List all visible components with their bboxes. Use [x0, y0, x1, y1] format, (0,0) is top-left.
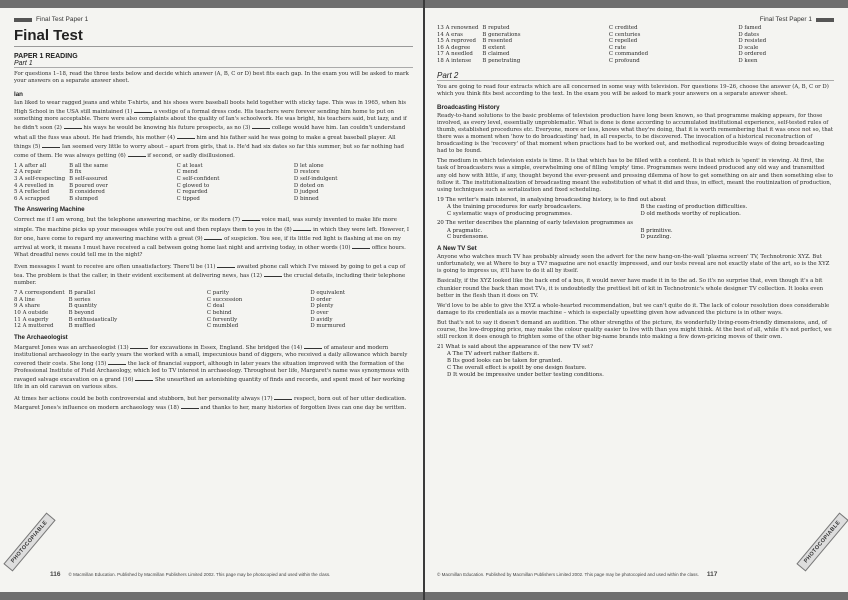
- gap-blank: [135, 375, 153, 381]
- gap-blank: [130, 343, 148, 349]
- option-c: C at least: [176, 162, 203, 169]
- answer-option: A pragmatic.: [447, 227, 483, 234]
- text-run: voice mail, was surely invented to make life more simple. The machine picks up your messages while you're out and then replays them to you in the (8): [14, 217, 397, 233]
- option-b: B poured over: [69, 182, 108, 189]
- gap-blank: [252, 123, 270, 129]
- option-d: D let alone: [293, 162, 324, 169]
- option-b: B muffled: [68, 323, 96, 330]
- instructions: For questions 1–18, read the three texts below and decide which answer (A, B, C or D) best fits each gap. In the exam you will be asked to mark your answers on a separate answer sheet.: [14, 71, 409, 85]
- gap-blank: [304, 343, 322, 349]
- answer-option: B the casting of production difficulties.: [640, 203, 748, 210]
- answering-machine-paragraph-1: [14, 215, 413, 258]
- option-row: [14, 303, 413, 310]
- text-run: awaited phone call which I've missed by going to get a cup of tea. The problem is that the caller, in their evident excitement at delivering news, has (12): [14, 263, 406, 279]
- option-a: 2 A repair: [14, 169, 42, 176]
- running-head-text: Final Test Paper 1: [36, 16, 89, 23]
- gap-blank: [264, 271, 282, 277]
- option-d: D dates: [738, 31, 760, 38]
- gap-blank: [274, 394, 292, 400]
- running-head-bar: [14, 18, 32, 22]
- text-run: Ian seemed very little to worry about – apart from girls, that is. He'd had six dates so far this summer, but so far nothing had come of them. He was always getting (6): [14, 143, 404, 159]
- option-b: B resented: [482, 38, 513, 45]
- gap-blank: [204, 234, 222, 240]
- option-a: 8 A line: [14, 296, 35, 303]
- option-c: C regarded: [176, 189, 208, 196]
- option-row: [14, 310, 413, 317]
- text-run: Even messages I want to receive are often unsatisfactory. There'll be (11): [14, 263, 216, 270]
- option-a: 15 A reproved: [437, 38, 476, 45]
- options-table-2: [14, 290, 413, 330]
- text-run: Correct me if I am wrong, but the telephone answering machine, or its modern (7): [14, 217, 241, 224]
- option-b: B all the same: [69, 162, 108, 169]
- running-head: [437, 16, 834, 23]
- option-d: D ordered: [738, 51, 767, 58]
- section-title-broadcasting-history: Broadcasting History: [437, 103, 500, 111]
- footer-copyright: © Macmillan Education. Published by Macmillan Publishers Limited 2002. This page may be photocopied and used within the class.: [68, 572, 331, 577]
- option-d: D binned: [293, 195, 319, 202]
- option-row: [14, 183, 413, 190]
- gap-blank: [64, 123, 82, 129]
- gap-blank: [134, 107, 152, 113]
- tv-paragraph-2: Basically, if the XYZ looked like the back end of a bus, it would never have made it in to the ad. So it's no surprise that, even though it's a bit chunkier round the back than most TVs, it is undoubtedly the prettiest bit of kit in Technotronic's whole designer TV collection. It looks even better in the flesh than it does on TV.: [437, 278, 824, 299]
- option-c: C glowed to: [176, 182, 210, 189]
- option-a: 18 A intense: [437, 57, 472, 64]
- option-c: C succession: [206, 296, 243, 303]
- question-19: 19 The writer's main interest, in analysing broadcasting history, is to find out about: [437, 196, 666, 203]
- option-b: B self-assured: [69, 176, 108, 183]
- option-b: B series: [68, 296, 91, 303]
- page-number: 117: [706, 571, 718, 578]
- option-row: [14, 323, 413, 330]
- option-d: D plenty: [310, 303, 334, 310]
- option-a: 4 A revelled in: [14, 182, 54, 189]
- option-b: B quantity: [68, 303, 97, 310]
- option-d: D over: [310, 309, 329, 316]
- footer-copyright: © Macmillan Education. Published by Macmillan Publishers Limited 2002. This page may be photocopied and used within the class.: [437, 572, 699, 577]
- text-run: his ways he would be knowing his future prospects, as no (3): [83, 125, 251, 132]
- tv-paragraph-4: But that's not to say it doesn't demand an audition. The other strengths of the picture, its wonderfully living-room-friendly dimensions, and, of course, the low-dropping price, may make the colour quality easier to live with than you might think. At the best of all, while it's not perfect, we still reckon it does enough to frighten some of the other big-name brands into making a few down-pricing moves of their own.: [437, 319, 832, 341]
- option-a: 5 A reflected: [14, 189, 50, 196]
- option-a: 1 A after all: [14, 162, 47, 169]
- text-run: a vestige of a formal dress code. His teachers were forever sending him home to put on something more acceptable. There were also complaints about the quality of Ian's schoolwork. He was bright, his teachers said, but lazy, and if he didn't soon (2): [14, 109, 407, 132]
- option-c: C repelled: [608, 38, 638, 45]
- option-c: C parity: [206, 290, 229, 297]
- question-21: 21 What is said about the appearance of the new TV set?: [437, 344, 593, 351]
- option-row: [437, 38, 834, 45]
- question-19-options: [437, 204, 834, 218]
- option-b: B fix: [69, 169, 82, 176]
- option-c: C fervently: [206, 316, 238, 323]
- gap-blank: [217, 262, 235, 268]
- option-row: [14, 297, 413, 304]
- option-c: C deal: [206, 303, 225, 310]
- option-b: B generations: [482, 31, 521, 38]
- option-row: [437, 32, 834, 39]
- tv-paragraph-3: We'd love to be able to give the XYZ a whole-hearted recommendation, but we can't quite do it. The lack of colour resolution does considerable damage to its credentials as a movie machine – which is especially upsetting given how advanced the picture is in other ways.: [437, 302, 830, 316]
- option-a: 3 A self-respecting: [14, 176, 66, 183]
- gap-blank: [42, 142, 60, 148]
- option-a: 12 A muttered: [14, 323, 54, 330]
- page-footer: [50, 571, 330, 578]
- answer-option: B primitive.: [640, 227, 673, 234]
- running-head: [14, 16, 413, 23]
- options-table-1: [14, 163, 413, 203]
- gap-blank: [242, 215, 260, 221]
- option-c: C mend: [176, 169, 198, 176]
- option-row: [14, 163, 413, 170]
- page-title: Final Test: [14, 27, 413, 47]
- answer-option: D puzzling.: [640, 234, 672, 241]
- ian-paragraph: [14, 100, 413, 160]
- answering-machine-paragraph-2: [14, 262, 413, 287]
- part-heading: Part 2: [437, 71, 834, 81]
- option-d: D equivalent: [310, 290, 345, 297]
- text-run: At times her actions could be both controversial and stubborn, but her personality always (17): [14, 396, 273, 403]
- option-a: 9 A share: [14, 303, 40, 310]
- text-run: if second, or sadly disillusioned.: [147, 152, 235, 159]
- option-b: B penetrating: [482, 57, 521, 64]
- option-a: 10 A outside: [14, 309, 49, 316]
- option-row: [437, 25, 834, 32]
- running-head-bar: [816, 18, 834, 22]
- option-a: 16 A degree: [437, 44, 471, 51]
- option-a: 7 A correspondent: [14, 290, 65, 297]
- option-a: 11 A eagerly: [14, 316, 49, 323]
- option-b: B enthusiastically: [68, 316, 118, 323]
- option-d: D murmured: [310, 323, 346, 330]
- text-run: and thanks to her, many histories of forgotten lives can one day be written.: [200, 405, 407, 412]
- left-page: [0, 8, 423, 592]
- text-run: of suspicion. You see, if its little red light is flashing at me on my arrival at work, it means I must have received a call between going home last night and arriving today, in other words (10): [14, 235, 401, 251]
- option-c: C tipped: [176, 195, 200, 202]
- gap-blank: [177, 133, 195, 139]
- option-row: [14, 176, 413, 183]
- text-run: Margaret Jones was an archaeologist (13): [14, 344, 129, 351]
- option-row: [14, 169, 413, 176]
- text-run: for excavations in Essex, England. She bridged the (14): [150, 344, 303, 351]
- option-d: D resisted: [738, 38, 767, 45]
- text-run: him and his father said he was going to make a great baseball player. All things (5): [14, 134, 396, 150]
- question-20-options: [437, 228, 834, 242]
- options-table-3: [437, 25, 834, 65]
- answer-option: C burdensome.: [447, 234, 489, 241]
- gap-blank: [352, 243, 370, 249]
- question-20: 20 The writer describes the planning of early television programmes as: [437, 220, 633, 227]
- broadcasting-paragraph-2: The medium in which television exists is time. It is that which has to be filled with a content. It is that which is 'spent' in viewing. At first, the task of broadcasters was a simple, overwhelming one of filling 'empty' time. Programmes were indeed produced any old way and transmitted any old how with little, if any, thought beyond the ever-present and pressing dilemma of how to get something on air and then something else to follow it. The institutionalization of broadcasting meant the substitution of what it did and thus, in effect, meant the routinization of production, using techniques such as serialization and fixed scheduling.: [437, 158, 833, 193]
- option-d: D doted on: [293, 182, 324, 189]
- answer-option: C The overall effect is spoilt by one design feature.: [447, 364, 587, 371]
- text-run: She unearthed an astonishing quantity of finds and records, and spent most of her working life in an old caravan on various sites.: [14, 377, 405, 391]
- option-a: 17 A needled: [437, 51, 473, 58]
- text-run: Ian liked to wear ragged jeans and white T-shirts, and his shoes were baseball boots held together with sticky tape. This was in 1965, when his High School in the USA still maintained (1): [14, 100, 407, 116]
- tv-paragraph-1: Anyone who watches much TV has probably already seen the advert for the new hang-on-the-wall 'plasma screen' TV, Technotronic XYZ. But unfortunately, we at Where to buy a TV? magazine are not exactly impressed, and our tests reveal are not exactly state of the art, so is the XYZ is going to impress us, it'll have to do it all by itself.: [437, 254, 830, 275]
- question-21-options: [437, 351, 834, 378]
- text-run: in which they were left. However, I for one, have come to regard my answering machine with a great (9): [14, 226, 409, 242]
- option-c: C behind: [206, 309, 232, 316]
- answer-option: B Its good looks can be taken for granted.: [447, 358, 563, 365]
- gap-blank: [181, 403, 199, 409]
- text-run: respect, born out of her utter dedication. Margaret Jones's influence on modern archaeology was (18): [14, 396, 407, 412]
- option-b: B slumped: [69, 195, 98, 202]
- option-c: C self-confident: [176, 176, 220, 183]
- option-d: D scale: [738, 44, 759, 51]
- option-c: C rate: [608, 44, 626, 51]
- answer-option: D old methods worthy of replication.: [640, 210, 741, 217]
- option-d: D order: [310, 296, 332, 303]
- archaeologist-paragraph-1: [14, 343, 413, 392]
- option-a: 14 A eras: [437, 31, 463, 38]
- archaeologist-paragraph-2: [14, 394, 413, 412]
- option-b: B extent: [482, 44, 506, 51]
- option-row: [14, 317, 413, 324]
- photocopiable-tab: PHOTOCOPIABLE: [3, 512, 55, 571]
- section-title-archaeologist: The Archaeologist: [14, 333, 68, 341]
- text-run: of amateur and modern institutional archaeology in the early years the worked with a small, impecunious band of diggers, who received a daily allowance which barely covered their costs. She long (15): [14, 344, 408, 367]
- photocopiable-tab: PHOTOCOPIABLE: [796, 512, 848, 571]
- option-row: [14, 196, 413, 203]
- answer-option: C systematic ways of producing programmes.: [447, 210, 573, 217]
- page-number: 116: [50, 571, 61, 578]
- gap-blank: [108, 359, 126, 365]
- running-head-text: Final Test Paper 1: [759, 16, 812, 23]
- instructions: You are going to read four extracts which are all concerned in some way with television. For questions 19–26, choose the answer (A, B, C or D) which you think fits best according to the text. In the exam you will be asked to mark your answers on a separate answer sheet.: [437, 83, 829, 97]
- answer-option: A The TV advert rather flatters it.: [447, 351, 540, 358]
- option-row: [14, 189, 413, 196]
- option-c: C mumbled: [206, 323, 239, 330]
- text-run: the lack of financial support, although in later years the situation improved with the formation of the Professional Institute of Field Archaeology, which led to TV interest in archaeology. Throughout her life, Margaret's name was synonymous with ravaged salvage excavation on a grand (16): [14, 360, 410, 384]
- option-b: B beyond: [68, 309, 95, 316]
- option-b: B considered: [69, 189, 105, 196]
- section-title-new-tv-set: A New TV Set: [437, 245, 477, 253]
- option-c: C credited: [608, 25, 638, 31]
- right-page: [425, 8, 848, 592]
- paper-heading: PAPER 1 READING: [14, 53, 78, 60]
- text-run: office hours. What dreadful news could tell me in the night?: [14, 244, 406, 258]
- section-title-ian: Ian: [14, 91, 23, 99]
- option-d: D restore: [293, 169, 320, 176]
- option-d: D keen: [738, 57, 758, 64]
- option-d: D avidly: [310, 316, 333, 323]
- broadcasting-paragraph-1: Ready-to-hand solutions to the basic problems of television production have long been known, so that programme making appears, for those involved, as every level, essentially unproblematic. What is done is done according to accumulated institutional experience, self-tested rules of thumb, established procedures etc. Everyone, more or less, knows what they're doing, that it is worth remembering that it was once not so, that there was a moment when 'how to do broadcasting' had, in all respects, to be discovered. The invocation of a historical reconstruction of broadcasting is the 'recovery' of that moment when practices had to be worked out, and methodical reproducible ways of doing broadcasting had to be found.: [437, 112, 834, 155]
- option-c: C profound: [608, 57, 640, 64]
- option-row: [437, 45, 834, 52]
- option-d: D famed: [738, 25, 762, 31]
- option-c: C centuries: [608, 31, 641, 38]
- text-run: college would have him. Ian couldn't understand what all the fuss was about. He had friends, his mother (4): [14, 125, 406, 141]
- option-a: 13 A renowned: [437, 25, 479, 31]
- option-row: [437, 58, 834, 65]
- option-d: D judged: [293, 189, 319, 196]
- option-row: [14, 290, 413, 297]
- option-b: B parallel: [68, 290, 96, 297]
- option-b: B claimed: [482, 51, 510, 58]
- option-d: D self-indulgent: [293, 176, 338, 183]
- text-run: the crucial details, including their telephone number.: [14, 272, 406, 287]
- gap-blank: [293, 225, 311, 231]
- section-title-answering-machine: The Answering Machine: [14, 206, 85, 214]
- option-b: B reputed: [482, 25, 510, 31]
- page-footer: [437, 571, 818, 578]
- option-row: [437, 51, 834, 58]
- answer-option: D It would be impressive under better testing conditions.: [447, 371, 604, 378]
- part-heading: Part 1: [14, 60, 413, 68]
- option-c: C commanded: [608, 51, 649, 58]
- answer-option: A the training procedures for early broadcasters.: [447, 203, 582, 210]
- gap-blank: [128, 151, 146, 157]
- option-a: 6 A scrapped: [14, 195, 50, 202]
